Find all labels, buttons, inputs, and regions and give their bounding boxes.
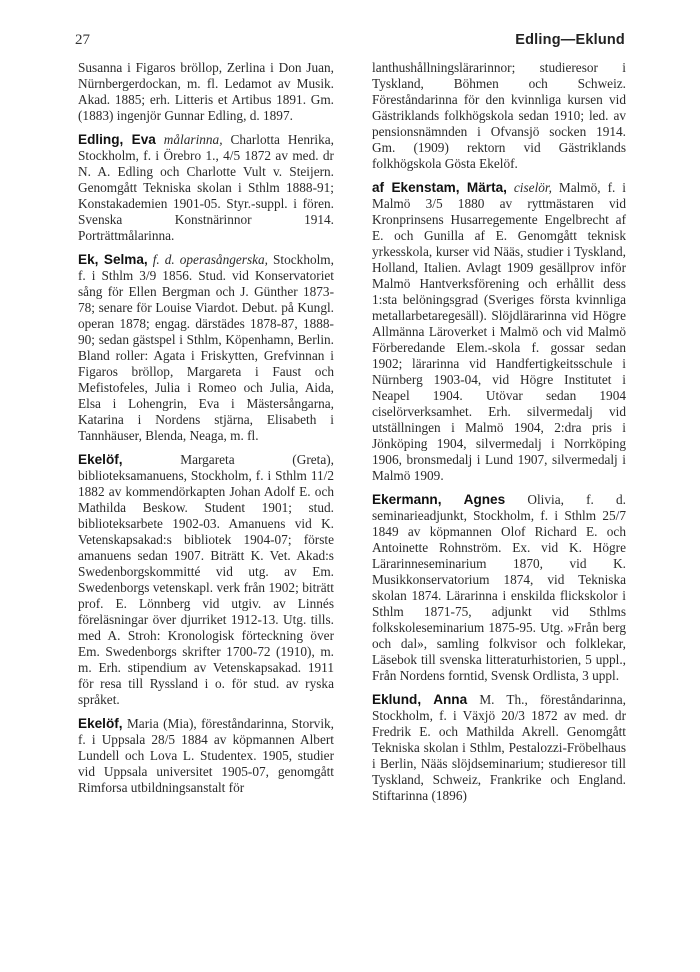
running-title: Edling—Eklund [515,32,625,48]
entry-text: Margareta (Greta), biblioteksamanuens, Stockholm, f. i Sthlm 11/2 1882 av kommendörkapten Johan Adolf E. och Mathilda Beskow. Student 1901; stud. biblioteksarbete 1902-03. Amanuens vid K. Vetenskapsakad:s bibliotek 1904-07; förste amanuens sedan 1907. Biträtt K. Vet. Akad:s Swedenborgskommitté vid utg. av Em. Swedenborgs vetenskapl. verk från 1902; biträtt prof. E. Lönnberg vid utgiv. av Linnés föreläsningar över djurriket 1912-13. Utg. tills. med A. Stroh: Kronologisk förteckning över Em. Swedenborgs skrifter 1700-72 (1910), m. m. Erh. stipendium av Vetenskapsakad. 1911 för resa till Ryssland i o. för stud. av ryska språket. [78,452,335,707]
entry-occupation: ciselör, [513,180,552,195]
entry-occupation: målarinna, [163,132,223,147]
entry-text: M. Th., föreståndarinna, Stockholm, f. i Växjö 20/3 1872 av med. dr Fredrik E. och Mathilda Akrell. Genomgått Tekniska skolan i Sthlm, Pestalozzi-Fröbelhaus i Berlin, Nääs slöjdseminarium; studieresor till Tyskland, Schweiz, Frankrike och England. Stiftarinna (1896) [372,692,626,803]
entry-eklund-anna [372,692,626,804]
entry-ekelof-greta [78,452,334,708]
entry-ekelof-mia [78,716,334,796]
entry-text: Maria (Mia), föreståndarinna, Storvik, f. i Uppsala 28/5 1884 av köpmannen Albert Lundell och Lova L. Studentex. 1905, studier vid Uppsala universitet 1905-07, genomgått Rimforsa utbildningsanstalt för [78,716,334,795]
entry-headword: Ekelöf, [78,716,123,731]
entry-af-ekenstam-marta [372,180,626,484]
left-column [78,60,334,804]
entry-occupation: f. d. operasångerska, [152,252,269,267]
entry-headword: Ekelöf, [78,452,123,467]
entry-text: Malmö, f. i Malmö 3/5 1880 av ryttmästaren vid Kronprinsens Husarregemente Engelbrecht af E. och Gunilla af E. Genomgått teknisk yrkesskola, kurser vid Nääs, studier i Tyskland, Holland, Italien. Avlagt 1909 gesällprov inför Malmö Hantverksförening och erhållit dess 1:sta belöningsgrad (Sveriges första kvinnliga metallarbetaregesäll). Slöjdlärarinna vid Högre Allmänna Läroverket i Malmö och vid Malmö Förberedande Elem.-skola f. gossar sedan 1902; lärarinna vid Handfertigkeitsschule i Nürnberg 1903-04, vid Högre Institutet i Neapel 1904. Utövar sedan 1904 ciselörverksamhet. Erh. silvermedalj vid utställningen i Malmö 1904, 2:dra pris i Jönköping 1904, silvermedalj i Norrköping 1906, bronsmedalj i Lund 1907, silvermedalj i Malmö 1909. [372,180,626,483]
entry-edling-eva [78,132,334,244]
entry-ek-selma [78,252,334,444]
entry-headword: af Ekenstam, Märta, [372,180,507,195]
entry-headword: Eklund, Anna [372,692,468,707]
entry-headword: Ek, Selma, [78,252,148,267]
entry-text: Olivia, f. d. seminarieadjunkt, Stockholm, f. i Sthlm 25/7 1849 av köpmannen Olof Richard E. och Antoinette Rohnström. Ex. vid K. Högre Lärarinneseminarium 1870, vid K. Musikkonservatorium 1874, vid Tekniska skolan 1874. Lärarinna i enskilda flickskolor i Sthlm 1871-75, adjunkt vid Sthlms folkskoleseminarium 1875-95. Utg. »Från berg och dal», samling folkvisor och folklekar, Läsebok till svenska litteraturhistorien, 5 uppl., Från Nordens forntid, Svensk Ordlista, 3 uppl. [372,492,627,683]
entry-continuation [372,60,626,172]
entry-text: Susanna i Figaros bröllop, Zerlina i Don Juan, Nürnbergerdockan, m. fl. Ledamot av Musik. Akad. 1885; erh. Litteris et Artibus 1891. Gm. (1883) ingenjör Gunnar Edling, d. 1897. [78,60,334,123]
entry-text: Stockholm, f. i Sthlm 3/9 1856. Stud. vid Konservatoriet sång för Ellen Bergman och J. Günther 1873-78; senare för Louise Viardot. Debut. på Kungl. operan 1878; engag. därstädes 1878-87, 1888-90; sedan gästspel i Sthlm, Köpenhamn, Berlin. Bland roller: Agata i Friskytten, Grefvinnan i Figaros bröllop, Margareta i Faust och Mefistofeles, Julia i Romeo och Julia, Aida, Elsa i Lohengrin, Eva i Mästersångarna, Katarina i Nordens stjärna, Elisabeth i Tannhäuser, Blenda, Neaga, m. fl. [78,252,334,443]
page-number: 27 [75,32,90,48]
entry-text: Charlotta Henrika, Stockholm, f. i Örebro 1., 4/5 1872 av med. dr N. A. Edling och Charlotte Vult v. Steijern. Genomgått Tekniska skolan i Sthlm 1888-91; Konstakademien 1901-05. Styr.-suppl. i fören. Svenska Konstnärinnor 1914. Porträttmålarinna. [78,132,334,243]
entry-ekermann-agnes [372,492,626,684]
right-column [372,60,626,812]
entry-continuation [78,60,334,124]
entry-headword: Ekermann, Agnes [372,492,506,507]
entry-text: lanthushållningslärarinnor; studieresor i Tyskland, Böhmen och Schweiz. Föreståndarinna för den kvinnliga kursen vid Gästriklands folkhögskola sedan 1910; led. av pensionsnämnden i Ofvansjö socken 1914. Gm. (1909) rektorn vid Gästriklands folkhögskola Gösta Ekelöf. [372,60,626,171]
entry-headword: Edling, Eva [78,132,156,147]
